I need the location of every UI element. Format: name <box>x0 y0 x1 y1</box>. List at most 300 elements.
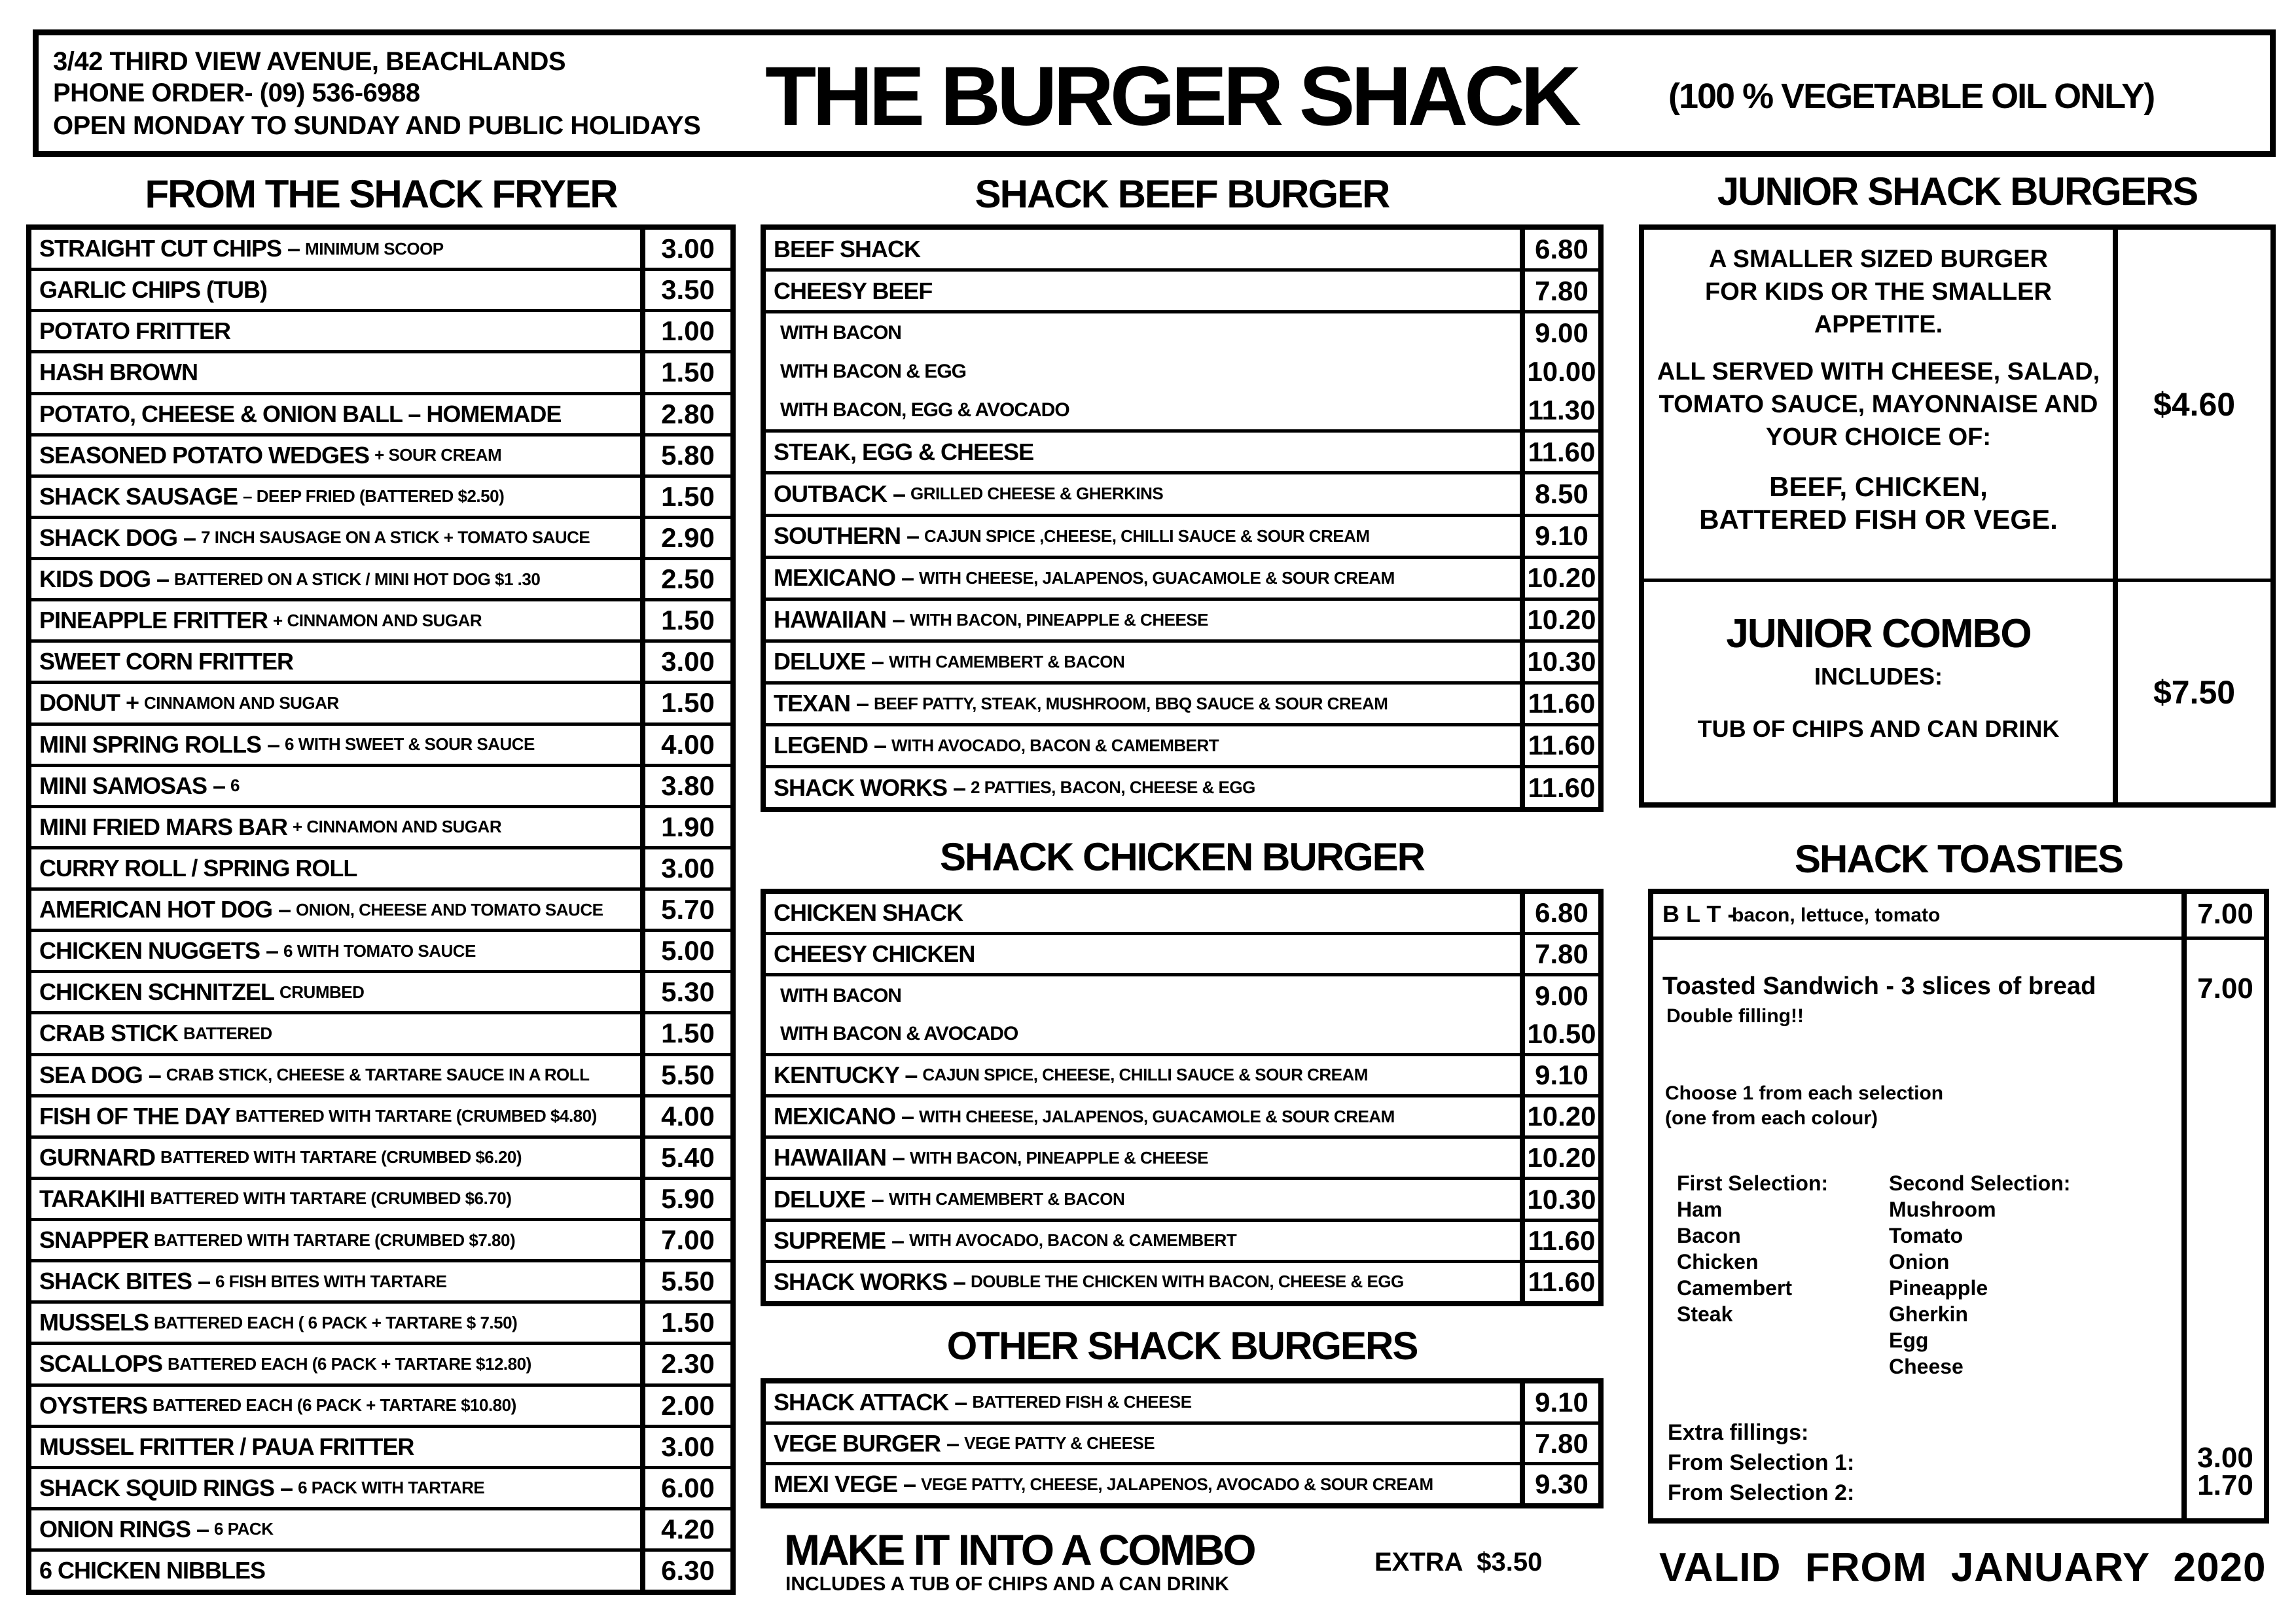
extra-selection2-label: From Selection 2: <box>1668 1480 1855 1505</box>
menu-row <box>31 932 730 973</box>
item-name: HAWAIIAN – <box>774 606 905 633</box>
menu-row <box>31 1428 730 1469</box>
item-description: 7 INCH SAUSAGE ON A STICK + TOMATO SAUCE <box>201 527 590 548</box>
second-selection-list <box>1889 1170 2070 1380</box>
item-price: 3.50 <box>640 271 730 309</box>
item-name: SOUTHERN – <box>774 522 920 550</box>
item-name: SHACK DOG – <box>39 524 196 551</box>
item-label <box>766 643 1520 681</box>
item-price: 6.00 <box>640 1469 730 1507</box>
menu-row <box>766 1056 1598 1097</box>
item-label <box>766 1465 1520 1503</box>
item-label <box>31 1469 640 1507</box>
fryer-heading: FROM THE SHACK FRYER <box>145 172 617 216</box>
item-label <box>31 1304 640 1342</box>
menu-row <box>31 1014 730 1056</box>
sub-option-names <box>766 313 1520 429</box>
item-price: 4.00 <box>640 1097 730 1135</box>
item-name: SCALLOPS <box>39 1350 163 1378</box>
item-price: 11.60 <box>1520 433 1598 471</box>
menu-row <box>31 1387 730 1428</box>
item-name: SNAPPER <box>39 1226 149 1254</box>
menu-row <box>31 684 730 725</box>
item-name: MUSSELS <box>39 1309 149 1336</box>
sub-option-prices <box>1520 313 1598 429</box>
item-name: KIDS DOG – <box>39 565 170 593</box>
item-description: WITH AVOCADO, BACON & CAMEMBERT <box>909 1230 1237 1251</box>
combo-subtitle: INCLUDES A TUB OF CHIPS AND A CAN DRINK <box>785 1573 1229 1595</box>
blt-row <box>1653 894 2264 940</box>
item-label <box>31 560 640 598</box>
sub-option-names <box>766 976 1520 1052</box>
selection-item: Steak <box>1677 1302 1733 1326</box>
item-label <box>31 726 640 764</box>
item-name: LEGEND – <box>774 732 887 759</box>
sandwich-prices <box>2181 940 2264 1518</box>
item-description: BATTERED WITH TARTARE (CRUMBED $4.80) <box>235 1106 597 1126</box>
item-label <box>31 601 640 639</box>
item-description: BATTERED FISH & CHEESE <box>972 1392 1192 1412</box>
item-price: 7.80 <box>1520 935 1598 973</box>
item-price: 5.80 <box>640 437 730 474</box>
choose-instruction-note: (one from each colour) <box>1665 1107 1878 1129</box>
item-label <box>31 395 640 433</box>
item-description: MINIMUM SCOOP <box>305 238 444 259</box>
item-price: 3.80 <box>640 767 730 805</box>
item-price: 11.60 <box>1520 1263 1598 1301</box>
item-label <box>31 1097 640 1135</box>
item-price: 10.30 <box>1520 1180 1598 1218</box>
menu-row <box>766 601 1598 643</box>
item-name: SHACK ATTACK – <box>774 1388 967 1416</box>
item-price: 7.80 <box>1520 272 1598 310</box>
item-price: 1.50 <box>640 1014 730 1052</box>
menu-row <box>31 519 730 560</box>
item-description: CAJUN SPICE, CHEESE, CHILLI SAUCE & SOUR CREAM <box>922 1065 1368 1085</box>
blt-label <box>1653 894 2181 936</box>
item-label <box>31 849 640 887</box>
menu-row <box>766 1180 1598 1221</box>
item-price: 1.50 <box>640 1304 730 1342</box>
chicken-heading: SHACK CHICKEN BURGER <box>939 835 1425 879</box>
junior-combo-desc: TUB OF CHIPS AND CAN DRINK <box>1697 715 2060 742</box>
item-name: CHEESY CHICKEN <box>774 940 975 968</box>
item-description: CAJUN SPICE ,CHEESE, CHILLI SAUCE & SOUR CREAM <box>924 526 1370 546</box>
item-description: BEEF PATTY, STEAK, MUSHROOM, BBQ SAUCE & SOUR CREAM <box>874 693 1388 713</box>
item-price: 8.50 <box>1520 474 1598 513</box>
menu-row <box>31 1139 730 1180</box>
item-description: BATTERED EACH (6 PACK + TARTARE $10.80) <box>152 1395 516 1416</box>
item-price: 10.20 <box>1520 559 1598 597</box>
junior-served-line: TOMATO SAUCE, MAYONNAISE AND <box>1659 391 2098 418</box>
opening-hours: OPEN MONDAY TO SUNDAY AND PUBLIC HOLIDAYS <box>53 111 701 140</box>
menu-row <box>31 312 730 353</box>
item-price: 5.70 <box>640 891 730 929</box>
item-price: 11.60 <box>1520 768 1598 807</box>
menu-row <box>31 849 730 891</box>
item-name: FISH OF THE DAY <box>39 1102 230 1130</box>
item-price: 2.30 <box>640 1345 730 1383</box>
item-label <box>766 517 1520 556</box>
menu-row <box>31 1552 730 1590</box>
selection-item: Ham <box>1677 1198 1723 1221</box>
item-description: + CINNAMON AND SUGAR <box>293 817 502 837</box>
menu-row <box>31 353 730 395</box>
combo-title: MAKE IT INTO A COMBO <box>784 1525 1255 1574</box>
item-name: OUTBACK – <box>774 480 906 507</box>
junior-combo-row <box>1644 582 2270 802</box>
item-name: STEAK, EGG & CHEESE <box>774 438 1034 465</box>
junior-burger-price: $4.60 <box>2113 230 2270 579</box>
item-price: 10.20 <box>1520 601 1598 639</box>
item-label <box>766 1263 1520 1301</box>
item-label <box>31 932 640 970</box>
item-price: 2.50 <box>640 560 730 598</box>
item-price: 11.60 <box>1520 685 1598 723</box>
selection-item: Tomato <box>1889 1224 1964 1247</box>
menu-row <box>766 643 1598 685</box>
first-selection-items <box>1677 1196 1828 1327</box>
item-label <box>31 312 640 350</box>
beef-table <box>761 224 1604 812</box>
junior-desc-line: A SMALLER SIZED BURGER <box>1709 245 2048 273</box>
junior-desc-line: FOR KIDS OR THE SMALLER <box>1705 278 2052 306</box>
menu-row <box>766 1139 1598 1180</box>
sub-option-name: WITH BACON & EGG <box>780 360 966 382</box>
menu-row <box>766 559 1598 601</box>
item-price: 3.00 <box>640 643 730 681</box>
first-selection-list <box>1677 1170 1828 1327</box>
item-description: CRAB STICK, CHEESE & TARTARE SAUCE IN A ROLL <box>166 1065 590 1085</box>
fryer-table <box>26 224 736 1595</box>
item-name: MINI FRIED MARS BAR <box>39 813 287 840</box>
item-name: AMERICAN HOT DOG – <box>39 896 291 923</box>
item-label <box>766 1056 1520 1094</box>
item-label <box>31 1221 640 1259</box>
menu-row <box>31 1469 730 1510</box>
item-label <box>31 1139 640 1177</box>
item-price: 10.30 <box>1520 643 1598 681</box>
item-label <box>31 808 640 846</box>
item-description: – DEEP FRIED (BATTERED $2.50) <box>243 486 505 507</box>
item-label <box>31 684 640 722</box>
item-label <box>31 271 640 309</box>
item-price: 6.80 <box>1520 230 1598 268</box>
phone-order: PHONE ORDER- (09) 536-6988 <box>53 79 420 107</box>
selection-item: Mushroom <box>1889 1198 1996 1221</box>
item-name: MINI SAMOSAS – <box>39 772 226 799</box>
item-price: 3.00 <box>640 849 730 887</box>
item-description: + SOUR CREAM <box>374 445 502 465</box>
sub-option-name: WITH BACON <box>780 984 901 1007</box>
item-name: CHICKEN NUGGETS – <box>39 937 279 965</box>
item-name: 6 CHICKEN NIBBLES <box>39 1557 266 1584</box>
item-price: 4.20 <box>640 1510 730 1548</box>
item-name: CHICKEN SHACK <box>774 899 963 927</box>
menu-row <box>31 1097 730 1139</box>
menu-row <box>31 808 730 849</box>
item-name: DONUT + <box>39 689 139 717</box>
selection-item: Camembert <box>1677 1276 1793 1300</box>
junior-served-line: ALL SERVED WITH CHEESE, SALAD, <box>1657 358 2100 385</box>
sandwich-price: 7.00 <box>2197 972 2253 1005</box>
menu-row <box>31 1180 730 1221</box>
item-name: TEXAN – <box>774 690 869 717</box>
item-price: 9.10 <box>1520 1056 1598 1094</box>
junior-desc-line: APPETITE. <box>1814 311 1943 338</box>
menu-row <box>31 395 730 437</box>
menu-row <box>31 1304 730 1345</box>
choose-instruction: Choose 1 from each selection <box>1665 1082 1944 1104</box>
item-name: DELUXE – <box>774 648 884 675</box>
item-label <box>31 891 640 929</box>
item-price: 5.40 <box>640 1139 730 1177</box>
junior-choice-line: BATTERED FISH OR VEGE. <box>1699 504 2058 535</box>
item-name: SEA DOG – <box>39 1061 161 1088</box>
menu-row <box>766 1465 1598 1503</box>
item-label <box>31 437 640 474</box>
menu-row <box>766 313 1598 433</box>
item-description: 6 <box>230 776 240 796</box>
item-description: WITH CHEESE, JALAPENOS, GUACAMOLE & SOUR CREAM <box>919 1106 1395 1126</box>
menu-row <box>31 767 730 808</box>
item-description: BATTERED <box>183 1023 272 1043</box>
sub-option-price: 9.00 <box>1535 980 1588 1011</box>
item-label <box>31 353 640 391</box>
item-price: 1.90 <box>640 808 730 846</box>
item-name: CURRY ROLL / SPRING ROLL <box>39 854 357 882</box>
item-name: SHACK BITES – <box>39 1268 211 1295</box>
menu-row <box>766 726 1598 768</box>
item-label <box>31 1428 640 1466</box>
item-label <box>766 768 1520 807</box>
sub-option-price: 10.00 <box>1527 355 1596 387</box>
menu-row <box>31 1345 730 1386</box>
blt-desc: bacon, lettuce, tomato <box>1732 904 1941 926</box>
menu-row <box>766 1425 1598 1466</box>
item-label <box>766 1097 1520 1135</box>
item-label <box>31 478 640 516</box>
second-selection-label: Second Selection: <box>1889 1171 2071 1195</box>
item-label <box>31 1510 640 1548</box>
item-name: MINI SPRING ROLLS – <box>39 730 280 758</box>
menu-row <box>31 1056 730 1097</box>
item-description: 6 WITH TOMATO SAUCE <box>283 940 476 961</box>
item-description: ONION, CHEESE AND TOMATO SAUCE <box>296 899 603 919</box>
item-description: 2 PATTIES, BACON, CHEESE & EGG <box>971 777 1255 798</box>
item-label <box>31 1056 640 1094</box>
item-name: TARAKIHI <box>39 1185 145 1212</box>
item-price: 5.00 <box>640 932 730 970</box>
item-label <box>766 601 1520 639</box>
menu-row <box>31 1262 730 1304</box>
item-price: 1.50 <box>640 684 730 722</box>
item-label <box>766 1139 1520 1177</box>
item-description: WITH CHEESE, JALAPENOS, GUACAMOLE & SOUR CREAM <box>919 567 1395 588</box>
item-description: BATTERED ON A STICK / MINI HOT DOG $1 .30 <box>174 569 541 589</box>
extra-selection2-price: 1.70 <box>2197 1469 2253 1501</box>
item-price: 6.30 <box>640 1552 730 1590</box>
item-price: 7.00 <box>640 1221 730 1259</box>
menu-row <box>766 894 1598 935</box>
menu-row <box>31 973 730 1014</box>
item-name: SHACK SAUSAGE <box>39 482 238 510</box>
item-name: OYSTERS <box>39 1391 148 1419</box>
menu-row <box>31 1510 730 1552</box>
junior-served-line: YOUR CHOICE OF: <box>1765 423 1992 451</box>
menu-row <box>31 643 730 684</box>
combo-extra-price: EXTRA $3.50 <box>1374 1548 1543 1577</box>
item-description: CRUMBED <box>279 982 365 1002</box>
menu-row <box>766 976 1598 1056</box>
menu-row <box>766 685 1598 726</box>
item-description: 6 PACK WITH TARTARE <box>298 1478 485 1498</box>
item-price: 1.00 <box>640 312 730 350</box>
sub-option-name: WITH BACON & AVOCADO <box>780 1022 1018 1044</box>
menu-row <box>766 935 1598 976</box>
item-price: 5.90 <box>640 1180 730 1218</box>
item-description: DOUBLE THE CHICKEN WITH BACON, CHEESE & EGG <box>971 1272 1404 1292</box>
item-description: BATTERED WITH TARTARE (CRUMBED $7.80) <box>154 1230 516 1250</box>
sandwich-subtitle: Double filling!! <box>1666 1005 1804 1027</box>
item-description: WITH BACON, PINEAPPLE & CHEESE <box>910 1147 1208 1168</box>
item-name: SWEET CORN FRITTER <box>39 648 293 675</box>
item-name: SHACK WORKS – <box>774 774 966 801</box>
extra-selection1-price: 3.00 <box>2197 1442 2253 1474</box>
chicken-table <box>761 889 1604 1306</box>
item-price: 5.30 <box>640 973 730 1011</box>
item-name: POTATO FRITTER <box>39 317 230 345</box>
item-label <box>766 1425 1520 1463</box>
blt-price: 7.00 <box>2181 894 2264 936</box>
selection-item: Pineapple <box>1889 1276 1988 1300</box>
sandwich-title: Toasted Sandwich - 3 slices of bread <box>1662 972 2096 1000</box>
item-name: MEXI VEGE – <box>774 1471 916 1498</box>
item-description: 6 WITH SWEET & SOUR SAUCE <box>285 734 535 755</box>
item-price: 3.00 <box>640 230 730 268</box>
item-name: SHACK WORKS – <box>774 1268 966 1295</box>
selection-item: Chicken <box>1677 1250 1759 1274</box>
selection-item: Cheese <box>1889 1355 1964 1378</box>
item-description: BATTERED EACH ( 6 PACK + TARTARE $ 7.50) <box>154 1312 518 1332</box>
item-label <box>766 230 1520 268</box>
menu-row <box>31 271 730 312</box>
item-name: GARLIC CHIPS (TUB) <box>39 276 267 304</box>
header-box <box>33 29 2276 157</box>
item-name: SHACK SQUID RINGS – <box>39 1474 293 1501</box>
item-label <box>766 894 1520 932</box>
item-name: POTATO, CHEESE & ONION BALL – HOMEMADE <box>39 400 562 427</box>
item-price: 1.50 <box>640 601 730 639</box>
item-description: + CINNAMON AND SUGAR <box>273 610 482 630</box>
item-name: BEEF SHACK <box>774 235 921 262</box>
item-label <box>31 1387 640 1425</box>
extra-fillings-label: Extra fillings: <box>1668 1420 1809 1445</box>
menu-row <box>766 272 1598 313</box>
sub-option-price: 11.30 <box>1528 394 1596 425</box>
toasties-box <box>1648 889 2269 1524</box>
item-name: CRAB STICK <box>39 1020 178 1047</box>
item-label <box>31 973 640 1011</box>
item-description: GRILLED CHEESE & GHERKINS <box>910 484 1164 504</box>
item-label <box>766 726 1520 765</box>
menu-row <box>766 474 1598 516</box>
item-name: HASH BROWN <box>39 359 198 386</box>
item-price: 1.50 <box>640 478 730 516</box>
extra-selection1-label: From Selection 1: <box>1668 1450 1855 1475</box>
menu-row <box>31 1221 730 1262</box>
menu-row <box>766 517 1598 559</box>
valid-from-note: VALID FROM JANUARY 2020 <box>1659 1545 2267 1590</box>
restaurant-title: THE BURGER SHACK <box>765 50 1577 143</box>
item-name: GURNARD <box>39 1143 155 1171</box>
item-description: WITH CAMEMBERT & BACON <box>889 1189 1125 1209</box>
item-price: 2.90 <box>640 519 730 557</box>
item-label <box>766 685 1520 723</box>
selection-item: Egg <box>1889 1329 1929 1352</box>
item-price: 9.10 <box>1520 517 1598 556</box>
menu-row <box>766 1222 1598 1263</box>
menu-row <box>31 560 730 601</box>
sandwich-details <box>1653 940 2181 1518</box>
item-name: STRAIGHT CUT CHIPS – <box>39 235 300 262</box>
selection-item: Gherkin <box>1889 1302 1968 1326</box>
blt-name: B L T - <box>1662 901 1736 927</box>
junior-description <box>1644 230 2113 579</box>
item-price: 10.20 <box>1520 1097 1598 1135</box>
item-label <box>31 1262 640 1300</box>
item-price: 1.50 <box>640 353 730 391</box>
item-price: 9.30 <box>1520 1465 1598 1503</box>
item-description: CINNAMON AND SUGAR <box>144 692 339 713</box>
junior-choice-line: BEEF, CHICKEN, <box>1769 471 1988 502</box>
selection-item: Bacon <box>1677 1224 1741 1247</box>
item-label <box>31 519 640 557</box>
item-label <box>31 1014 640 1052</box>
selection-item: Onion <box>1889 1250 1950 1274</box>
menu-row <box>31 437 730 478</box>
sub-option-prices <box>1520 976 1598 1052</box>
junior-combo-price: $7.50 <box>2113 582 2270 802</box>
junior-heading: JUNIOR SHACK BURGERS <box>1717 169 2198 213</box>
item-price: 5.50 <box>640 1056 730 1094</box>
menu-row <box>31 726 730 767</box>
item-description: WITH BACON, PINEAPPLE & CHEESE <box>910 609 1208 630</box>
item-name: ONION RINGS – <box>39 1515 209 1543</box>
menu-row <box>31 891 730 932</box>
item-name: MUSSEL FRITTER / PAUA FRITTER <box>39 1433 414 1460</box>
extra-fillings <box>1668 1418 1854 1508</box>
sub-option-price: 10.50 <box>1527 1018 1596 1049</box>
item-price: 2.80 <box>640 395 730 433</box>
item-name: DELUXE – <box>774 1185 884 1213</box>
menu-row <box>766 230 1598 272</box>
item-name: CHICKEN SCHNITZEL <box>39 978 274 1006</box>
item-description: 6 PACK <box>214 1519 274 1539</box>
sub-option-name: WITH BACON <box>780 321 901 344</box>
item-price: 11.60 <box>1520 1222 1598 1260</box>
item-label <box>31 767 640 805</box>
junior-box <box>1639 224 2276 808</box>
item-description: VEGE PATTY & CHEESE <box>964 1433 1155 1453</box>
menu-row <box>766 1383 1598 1425</box>
item-price: 4.00 <box>640 726 730 764</box>
item-label <box>766 1383 1520 1421</box>
item-label <box>766 935 1520 973</box>
junior-combo-includes: INCLUDES: <box>1814 663 1943 690</box>
item-price: 10.20 <box>1520 1139 1598 1177</box>
item-description: 6 FISH BITES WITH TARTARE <box>215 1271 447 1291</box>
